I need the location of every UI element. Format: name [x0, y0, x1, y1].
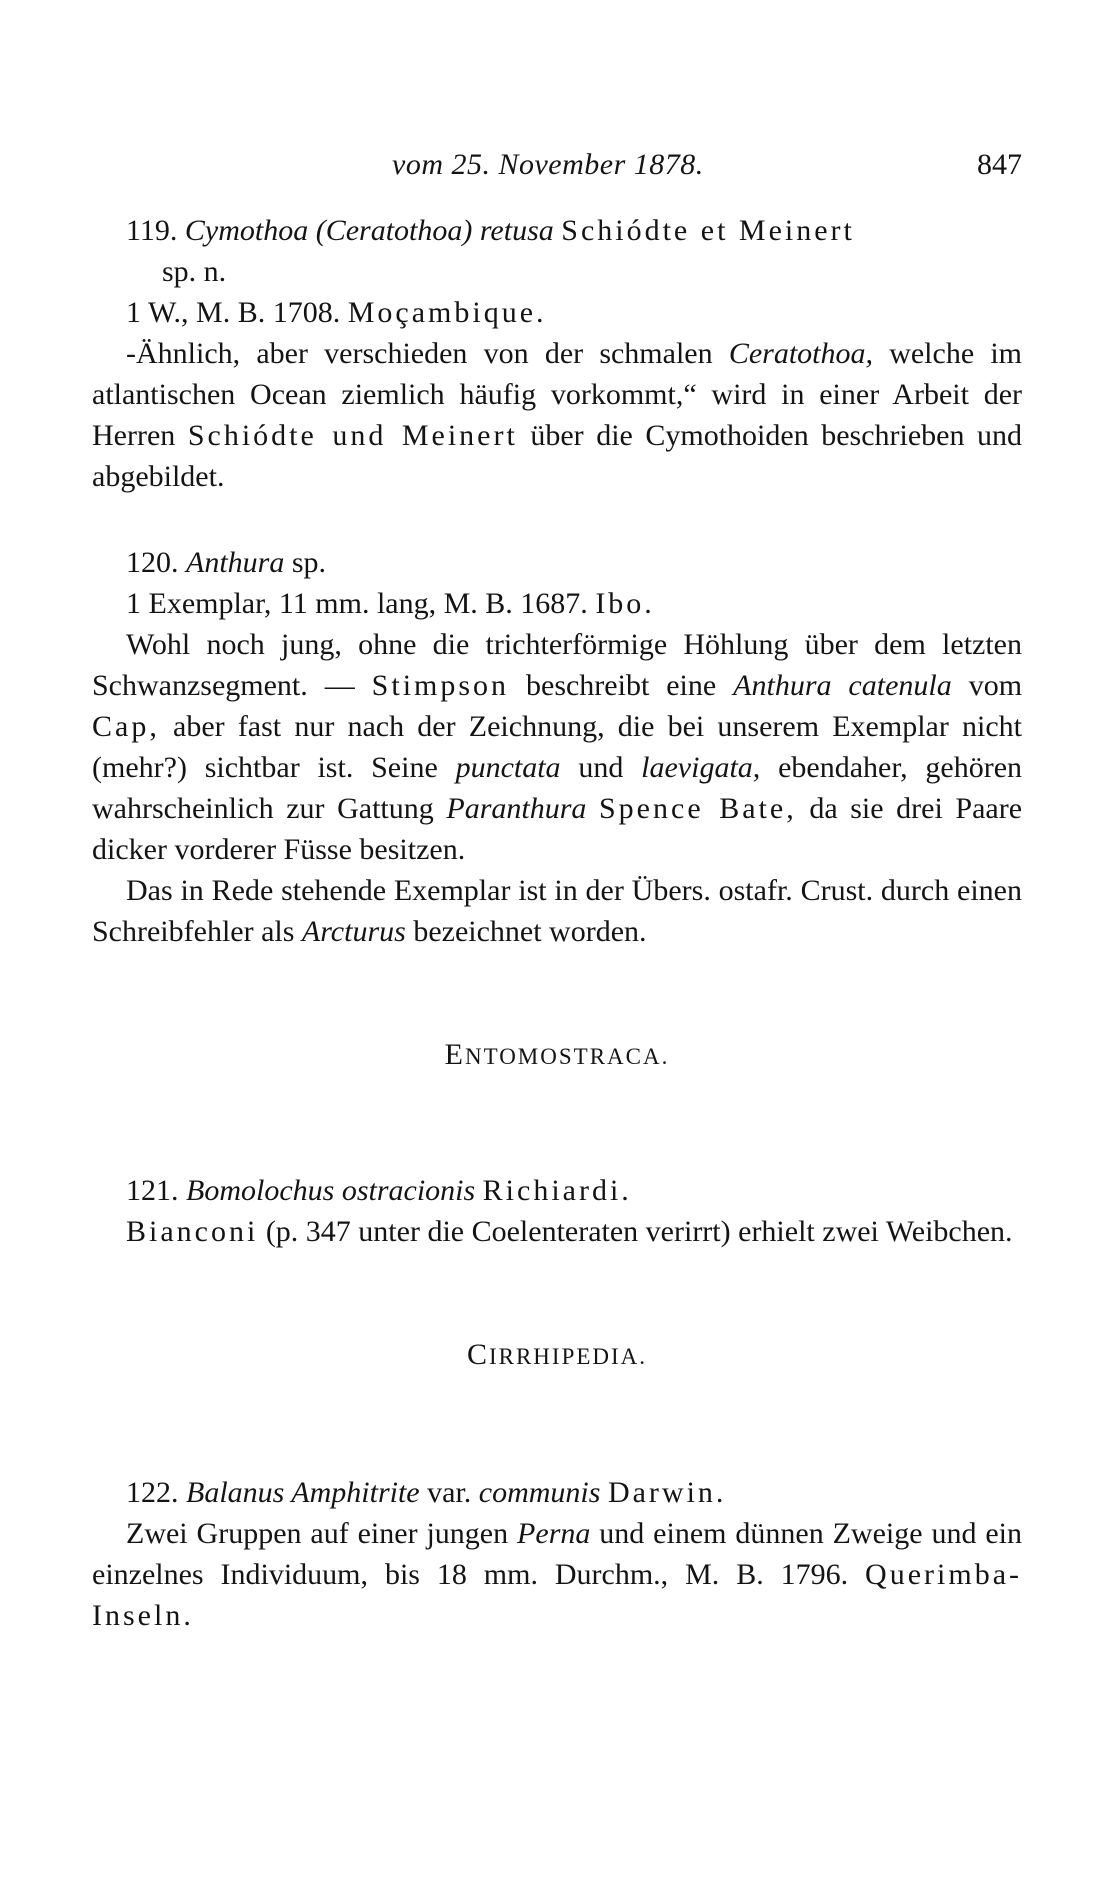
entry-120-specimen: 1 Exemplar, 11 mm. lang, M. B. 1687. Ibo. — [126, 587, 655, 620]
entry-120-paragraph-2: Das in Rede stehende Exemplar ist in der Übers. ostafr. Crust. durch einen Schreibfehler als Arcturus bezeichnet worden. — [92, 874, 1022, 948]
running-head: vom 25. November 1878. — [392, 148, 704, 181]
entry-119-note: -Ähnlich, aber verschieden von der schmalen Ceratothoa, welche im atlantischen Ocean ziemlich häufig vorkommt,“ wird in einer Arbeit der Herren Schiódte und Meinert über die Cymothoiden beschrieben und abgebildet. — [92, 337, 1023, 493]
entry-121-heading: 121. Bomolochus ostracionis Richiardi. — [126, 1174, 632, 1207]
entry-119 — [92, 210, 1022, 497]
page-header — [92, 148, 1022, 188]
entry-122-paragraph: Zwei Gruppen auf einer jungen Perna und einem dünnen Zweige und ein einzelnes Individuum, bis 18 mm. Durchm., M. B. 1796. Querimba-Inseln. — [92, 1517, 1023, 1632]
entry-121 — [92, 1170, 1022, 1252]
entry-119-sp-nov: sp. n. — [162, 255, 227, 288]
entry-121-paragraph: Bianconi (p. 347 unter die Coelenteraten verirrt) erhielt zwei Weibchen. — [126, 1215, 1013, 1248]
section-heading-entomostraca: ENTOMOSTRACA. — [444, 1038, 670, 1071]
entry-122 — [92, 1472, 1022, 1636]
entry-119-heading: 119. Cymothoa (Ceratothoa) retusa Schiódte et Meinert — [126, 214, 855, 247]
entry-119-specimen: 1 W., M. B. 1708. Moçambique. — [126, 296, 547, 329]
entry-122-heading: 122. Balanus Amphitrite var. communis Darwin. — [126, 1476, 727, 1509]
page-number: 847 — [977, 148, 1022, 181]
entry-120-paragraph-1: Wohl noch jung, ohne die trichterförmige Höhlung über dem letzten Schwanzsegment. — Stimpson beschreibt eine Anthura catenula vom Cap, aber fast nur nach der Zeichnung, die bei unserem Exemplar nicht (mehr?) sichtbar ist. Seine punctata und laevigata, ebendaher, gehören wahrscheinlich zur Gattung Paranthura Spence Bate, da sie drei Paare dicker vorderer Füsse besitzen. — [92, 628, 1023, 866]
entry-120 — [92, 542, 1022, 952]
section-heading-cirrhipedia: CIRRHIPEDIA. — [466, 1338, 648, 1371]
entry-120-heading: 120. Anthura sp. — [126, 546, 327, 579]
